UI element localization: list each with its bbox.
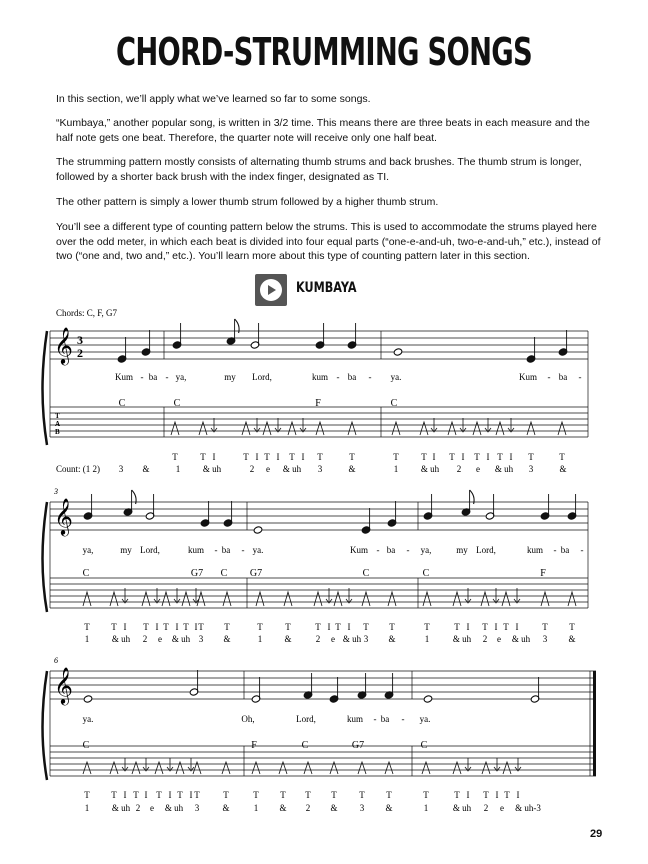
strumming-pattern-paragraph: The strumming pattern mostly consists of alternating thumb strums and back brushes. The thumb strum is longer, followed by a shorter back brush with the index finger, designated as TI. [56,156,582,183]
tab-label-b: B [55,428,60,436]
count-item: 1 [393,464,399,474]
thumb-strum-mark [197,592,205,606]
strum-letter: T [143,622,149,632]
strum-marks [171,418,566,435]
lyric-syllable: - [578,372,582,382]
strum-letter: I [347,622,351,632]
count-item: & uh [342,634,362,644]
chord-symbol: C [82,740,90,751]
lyric-syllable: Oh, [241,714,255,724]
thumb-strum-mark [448,422,456,435]
count-item: & uh [511,634,531,644]
chords-label: Chords: C, F, G7 [56,308,118,318]
strum-letter: T [183,622,189,632]
lyric-syllable: ba [221,545,231,555]
strum-letter: I [486,452,490,462]
thumb-strum-mark [242,422,250,435]
strum-letter: T [569,622,575,632]
chord-symbol: F [540,568,546,579]
count-item: & [568,634,576,644]
strum-letter: I [212,452,216,462]
count-item: & uh [164,803,184,813]
thumb-strum-mark [83,592,91,606]
count-item: 2 [249,464,255,474]
count-item: & uh [452,803,472,813]
notes [83,670,540,703]
strum-letter: I [123,790,127,800]
tab-label-t: T [55,412,60,420]
strum-letter: T [331,790,337,800]
lyric-syllable: - [165,372,169,382]
lyric-syllable: my [120,545,132,555]
thumb-strum-mark [541,592,549,606]
lyric-syllable: ya. [419,714,431,724]
count-item: & uh [420,464,440,474]
count-item: & uh [111,634,131,644]
count-item: & [142,464,150,474]
count-item: 1 [423,803,429,813]
chord-symbol: C [82,568,90,579]
strum-letter: T [200,452,206,462]
strum-letter: I [123,622,127,632]
strum-letter: I [432,452,436,462]
strum-letter: T [194,790,200,800]
thumb-strum-mark [423,592,431,606]
lyric-syllable: - [140,372,144,382]
strum-letter: T [335,622,341,632]
count-item: 1 [257,634,263,644]
strum-letter: T [285,622,291,632]
thumb-strum-mark [481,592,489,606]
count-item: & [385,803,393,813]
chord-symbols [83,568,547,579]
intro-paragraph: In this section, we’ll apply what we’ve learned so far to some songs. [56,93,371,105]
lyric-syllable: - [373,714,377,724]
thumb-strum-mark [527,422,535,435]
strum-letter: T [483,790,489,800]
strum-letter: T [223,790,229,800]
lyric-syllable: - [336,372,340,382]
thumb-strum-mark [110,592,118,606]
count-label: Count: (1 2) [56,464,100,474]
strum-letter: I [301,452,305,462]
strum-letter: I [327,622,331,632]
strum-letter: T [133,790,139,800]
count-item: e [476,464,480,474]
treble-clef-icon: 𝄞 [54,667,73,703]
chord-symbol: C [422,568,430,579]
strum-letter: T [224,622,230,632]
strum-letter: T [393,452,399,462]
chord-symbol: G7 [190,568,204,579]
strum-letter: T [359,790,365,800]
count-item: & uh [494,464,514,474]
lyric-syllable: - [547,372,551,382]
chord-symbol: C [390,398,398,409]
count-item: & [284,634,292,644]
note-head [253,526,263,534]
lyric-syllable: - [376,545,380,555]
thumb-strum-mark [314,592,322,606]
strum-letter: T [253,790,259,800]
thumb-strum-mark [502,592,510,606]
count-item: & [388,634,396,644]
strum-letters [84,622,575,632]
strum-letter: T [421,452,427,462]
count-item: 2 [482,634,488,644]
counting-pattern-paragraph: You’ll see a different type of counting pattern below the strums. This is used to accommodate the strums played here over the odd meter, in which each beat is divided into four equal parts (“one-e-and-uh, two-e-and-uh,” etc.), instead of two (“one and, two and,” etc.). You’ll learn more about this type of counting pattern later in this section. [56,221,601,262]
strum-letter: I [466,622,470,632]
count-item: & uh-3 [515,803,541,813]
count-item: 3 [528,464,534,474]
lyric-syllable: ya, [420,545,432,555]
lyric-syllable: Lord, [296,714,316,724]
thumb-strum-mark [453,592,461,606]
thumb-strum-mark [223,592,231,606]
treble-clef-icon: 𝄞 [54,327,73,363]
thumb-strum-mark [182,592,190,606]
count-item: 3 [359,803,365,813]
strum-letter: I [255,452,259,462]
strum-letter: T [111,622,117,632]
count-item: e [331,634,335,644]
strum-letter: T [497,452,503,462]
lyric-syllable: Lord, [140,545,160,555]
strum-letter: T [349,452,355,462]
count-item: e [500,803,504,813]
system-1 [43,319,589,474]
count-row [85,803,542,813]
thumb-strum-mark [171,422,179,435]
strum-letter: I [516,790,520,800]
strum-letter: T [454,790,460,800]
count-item: & [559,464,567,474]
count-item: 2 [456,464,462,474]
chord-symbol: G7 [249,568,263,579]
strum-letter: T [317,452,323,462]
strum-letter: I [168,790,172,800]
count-item: 2 [305,803,311,813]
thumb-strum-mark [334,592,342,606]
lyric-syllable: ba [560,545,570,555]
thumb-strum-mark [496,422,504,435]
count-item: e [158,634,162,644]
note-head [83,695,93,703]
count-item: & [330,803,338,813]
note-head [393,348,403,356]
page-title: CHORD-STRUMMING SONGS [116,30,532,74]
strum-letter: T [111,790,117,800]
count-item: 1 [84,803,90,813]
lyrics [83,714,431,724]
strum-letter: T [454,622,460,632]
count-item: e [150,803,154,813]
count-row [119,464,567,474]
count-item: 2 [315,634,321,644]
count-item: 2 [135,803,141,813]
strum-marks [83,588,576,606]
strum-letter: T [449,452,455,462]
other-pattern-paragraph: The other pattern is simply a lower thumb strum followed by a higher thumb strum. [56,196,439,208]
strum-letter: T [503,622,509,632]
chord-symbols [83,740,428,751]
strum-letter: T [423,790,429,800]
thumb-strum-mark [420,422,428,435]
chord-symbol: C [362,568,370,579]
strum-letter: T [363,622,369,632]
strum-letter: T [177,790,183,800]
strum-letters [172,452,565,462]
note-head [423,695,433,703]
count-item: & uh [111,803,131,813]
lyric-syllable: ba [148,372,158,382]
strum-letter: T [504,790,510,800]
lyric-syllable: - [406,545,410,555]
page-number: 29 [590,828,603,840]
strum-letter: T [389,622,395,632]
strum-letter: I [494,622,498,632]
strum-letter: T [280,790,286,800]
strum-letter: I [515,622,519,632]
thumb-strum-mark [558,422,566,435]
lyric-syllable: my [224,372,236,382]
strum-letter: T [528,452,534,462]
lyrics [115,372,582,382]
notes [83,490,577,534]
strum-letter: T [257,622,263,632]
strum-marks [83,758,521,774]
thumb-strum-mark [199,422,207,435]
strum-letter: T [559,452,565,462]
count-item: 1 [424,634,430,644]
strum-letter: T [84,790,90,800]
tab-label-a: A [55,420,61,428]
count-item: 3 [194,803,200,813]
count-item: 3 [363,634,369,644]
count-item: 3 [317,464,323,474]
thumb-strum-mark [142,592,150,606]
strum-letter: I [276,452,280,462]
strum-letter: T [243,452,249,462]
lyric-syllable: ba [380,714,390,724]
lyric-syllable: Kum [519,372,537,382]
lyric-syllable: ya. [82,714,94,724]
count-item: 2 [142,634,148,644]
chord-symbol: C [420,740,428,751]
thumb-strum-mark [284,592,292,606]
count-item: 1 [84,634,90,644]
lyric-syllable: Kum [115,372,133,382]
system-2 [43,487,589,644]
strum-letter: T [198,622,204,632]
count-item: 1 [253,803,259,813]
strum-letter: T [315,622,321,632]
thumb-strum-mark [362,592,370,606]
count-item: 3 [118,464,124,474]
strum-letter: T [482,622,488,632]
thumb-strum-mark [162,592,170,606]
lyric-syllable: - [241,545,245,555]
count-item: & uh [202,464,222,474]
measure-number: 3 [54,487,58,496]
strum-letter: I [495,790,499,800]
thumb-strum-mark [288,422,296,435]
count-item: e [497,634,501,644]
lyric-syllable: Lord, [476,545,496,555]
lyric-syllable: - [401,714,405,724]
thumb-strum-mark [316,422,324,435]
lyric-syllable: ba [558,372,568,382]
thumb-strum-mark [256,592,264,606]
treble-clef-icon: 𝄞 [54,498,73,534]
lyric-syllable: kum [311,372,329,382]
lyric-syllable: - [580,545,584,555]
lyric-syllable: kum [346,714,364,724]
count-item: & [279,803,287,813]
lyric-syllable: Lord, [252,372,272,382]
lyric-syllable: - [368,372,372,382]
strum-letter: I [509,452,513,462]
strum-letter: I [175,622,179,632]
thumb-strum-mark [388,592,396,606]
lyric-syllable: kum [526,545,544,555]
strum-letter: T [172,452,178,462]
notes [117,319,568,363]
strum-letter: I [461,452,465,462]
strum-letter: I [144,790,148,800]
strum-letter: T [264,452,270,462]
strum-letter: T [84,622,90,632]
lyric-syllable: kum [187,545,205,555]
lyric-syllable: my [456,545,468,555]
strum-letter: T [163,622,169,632]
strum-letter: T [542,622,548,632]
thumb-strum-mark [473,422,481,435]
system-3 [43,656,597,813]
count-item: & [223,634,231,644]
time-signature-bottom: 2 [77,346,83,360]
count-row [85,634,576,644]
chord-symbol: C [173,398,181,409]
strum-letters [84,790,519,800]
strum-letter: T [156,790,162,800]
strum-letter: I [155,622,159,632]
count-item: 3 [198,634,204,644]
thumb-strum-mark [263,422,271,435]
lyric-syllable: ya. [390,372,402,382]
lyrics [83,545,584,555]
measure-number: 6 [54,656,58,665]
lyric-syllable: ya, [82,545,94,555]
lyric-syllable: ya. [252,545,264,555]
count-item: 3 [542,634,548,644]
lyric-syllable: - [553,545,557,555]
chord-symbol: C [118,398,126,409]
chord-symbol: C [301,740,309,751]
lyric-syllable: ba [386,545,396,555]
thumb-strum-mark [348,422,356,435]
strum-letter: T [289,452,295,462]
lyric-syllable: - [214,545,218,555]
count-item: & [348,464,356,474]
lyric-syllable: ya, [175,372,187,382]
count-item: 2 [483,803,489,813]
chord-symbol: F [315,398,321,409]
lyric-syllable: Kum [350,545,368,555]
strum-letter: T [424,622,430,632]
chord-symbol: G7 [351,740,365,751]
count-item: 1 [175,464,181,474]
strum-letter: T [474,452,480,462]
count-item: & uh [282,464,302,474]
thumb-strum-mark [392,422,400,435]
count-item: & uh [452,634,472,644]
song-title: KUMBAYA [296,280,357,296]
count-item: & [222,803,230,813]
lyric-syllable: ba [347,372,357,382]
strum-letter: I [194,622,198,632]
time-signature-top: 3 [77,333,83,347]
count-item: e [266,464,270,474]
count-item: & uh [171,634,191,644]
chord-symbol: C [220,568,228,579]
time-signature-paragraph: “Kumbaya,” another popular song, is written in 3/2 time. This means there are three beats in each measure and the half note gets one beat. Therefore, the quarter note will receive only one half beat. [56,117,590,144]
strum-letter: I [189,790,193,800]
chord-symbol: F [251,740,257,751]
thumb-strum-mark [568,592,576,606]
strum-letter: T [305,790,311,800]
strum-letter: I [466,790,470,800]
strum-letter: T [386,790,392,800]
